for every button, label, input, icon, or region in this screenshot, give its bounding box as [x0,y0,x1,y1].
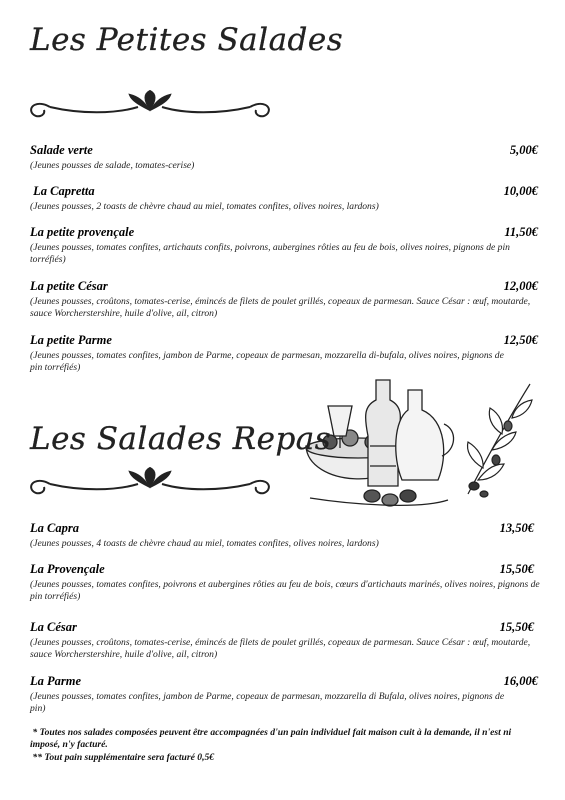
scroll-ornament-icon [20,90,280,124]
item-name: La Capretta [30,184,95,198]
item-name: La Provençale [30,562,105,576]
item-name: La petite provençale [30,225,135,239]
item-description: (Jeunes pousses, tomates confites, jambon de Parme, copeaux de parmesan, mozzarella di Bufala, olives noires, pignons de pin) [30,691,505,714]
item-name: Salade verte [30,143,93,157]
menu-item [30,143,540,172]
item-description: (Jeunes pousses, tomates confites, artichauts confits, poivrons, aubergines rôties au feu de bois, olives noires, pignons de pin torréfiés) [30,242,510,265]
item-price: 12,00€ [503,279,538,293]
section-title-salades-repas: Les Salades Repas [30,421,332,457]
item-price: 5,00€ [509,143,538,157]
menu-item [30,184,540,213]
item-description: (Jeunes pousses, 4 toasts de chèvre chaud au miel, tomates confites, olives noires, lardons) [30,538,379,549]
item-name: La petite Parme [30,333,112,347]
menu-item [30,279,540,320]
item-price: 11,50€ [504,225,538,239]
item-description: (Jeunes pousses, tomates confites, jambon de Parme, copeaux de parmesan, mozzarella di-bufala, olives noires, pignons de pin torréfiés) [30,350,504,373]
item-price: 15,50€ [499,562,534,576]
item-description: (Jeunes pousses, tomates confites, poivrons et aubergines rôties au feu de bois, cœurs d'artichauts marinés, olives noires, pignons de pin torréfiés) [30,579,540,602]
menu-item [30,562,540,603]
item-price: 13,50€ [499,521,534,535]
item-name: La petite César [30,279,108,293]
item-description: (Jeunes pousses, croûtons, tomates-cerise, émincés de filets de poulet grillés, copeaux de parmesan. Sauce César : œuf, moutarde, sauce Worcherstershire, huile d'olive, ail, citron) [30,296,531,319]
item-name: La Parme [30,674,82,688]
menu-item [30,521,540,550]
footnote-extra-bread: ** Tout pain supplémentaire sera facturé 0,5€ [30,752,215,763]
olive-branch-icon [468,384,532,497]
menu-item [30,620,540,661]
section-title-petites-salades: Les Petites Salades [30,22,344,58]
item-description: (Jeunes pousses, croûtons, tomates-cerise, émincés de filets de poulet grillés, copeaux de parmesan. Sauce César : œuf, moutarde, sauce Worcherstershire, huile d'olive, ail, citron) [30,637,531,660]
menu-item [30,225,540,266]
item-price: 10,00€ [503,184,538,198]
olive-oil-illustration-icon [298,376,538,514]
footnote-bread: * Toutes nos salades composées peuvent être accompagnées d'un pain individuel fait maison cuit à la demande, il n'est ni imposé, n'y facturé. [30,727,514,750]
menu-item [30,333,540,374]
item-price: 16,00€ [503,674,538,688]
item-description: (Jeunes pousses, 2 toasts de chèvre chaud au miel, tomates confites, olives noires, lardons) [30,201,379,212]
item-price: 12,50€ [503,333,538,347]
item-name: La César [30,620,77,634]
item-description: (Jeunes pousses de salade, tomates-cerise) [30,160,195,171]
scroll-ornament-icon [20,467,280,501]
menu-item [30,674,540,715]
item-price: 15,50€ [499,620,534,634]
item-name: La Capra [30,521,79,535]
